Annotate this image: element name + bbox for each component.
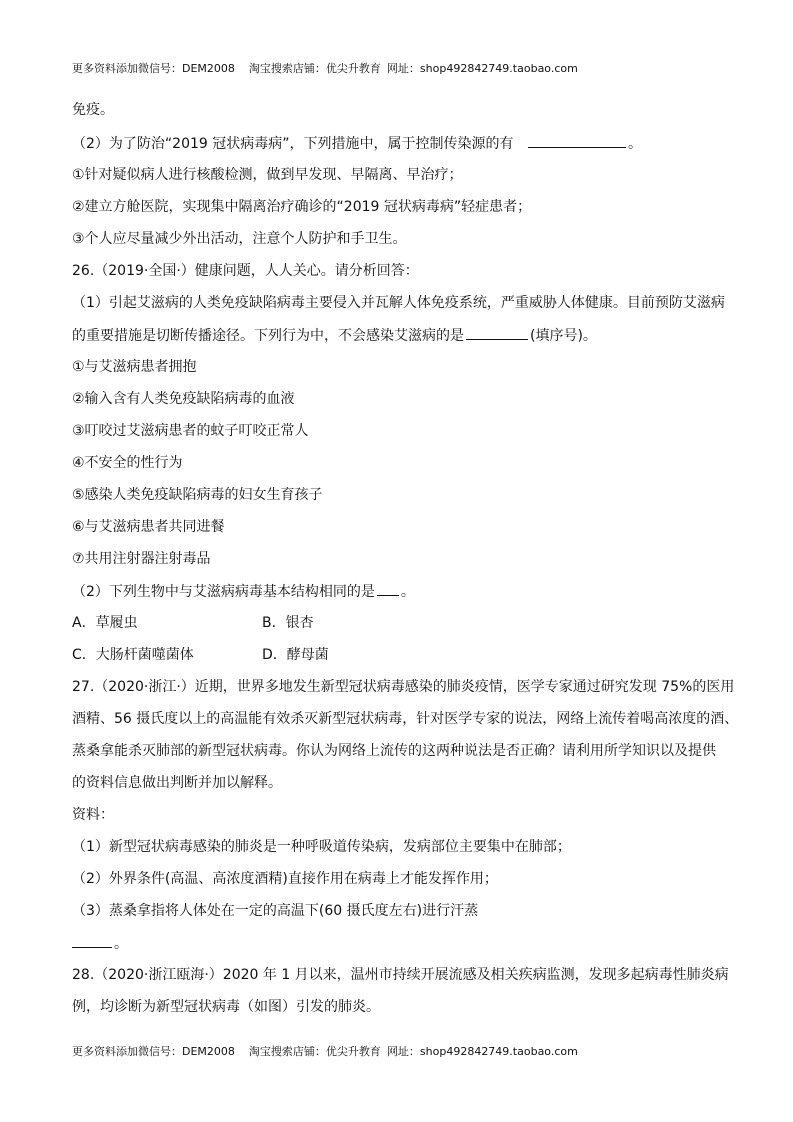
q25-item-1: ①针对疑似病人进行核酸检测，做到早发现、早隔离、早治疗； <box>72 167 463 183</box>
option-d[interactable]: D．酵母菌 <box>262 647 329 663</box>
answer-blank[interactable] <box>72 933 112 948</box>
q28-line-2: 例，均诊断为新型冠状病毒（如图）引发的肺炎。 <box>72 999 380 1015</box>
q27-answer <box>72 933 128 954</box>
footer-wechat: 更多资料添加微信号：DEM2008 <box>72 1045 235 1058</box>
q25-part2 <box>72 133 642 154</box>
q25-item-2: ②建立方舱医院，实现集中隔离治疗确诊的“2019 冠状病毒病”轻症患者； <box>72 199 532 215</box>
q27-material-label: 资料： <box>72 807 114 823</box>
page-footer <box>72 1043 578 1059</box>
q28-line-1: 28.（2020·浙江瓯海·）2020 年 1 月以来，温州市持续开展流感及相关疾病监测，发现多起病毒性肺炎病 <box>72 967 729 983</box>
option-c[interactable]: C．大肠杆菌噬菌体 <box>72 647 194 663</box>
q27-line-3: 蒸桑拿能杀灭肺部的新型冠状病毒。你认为网络上流传的这两种说法是否正确？请利用所学知识以及提供 <box>72 743 716 759</box>
option-a[interactable]: A．草履虫 <box>72 615 138 631</box>
q26-options-row2 <box>72 645 372 665</box>
q27-line-2: 酒精、56 摄氏度以上的高温能有效杀灭新型冠状病毒，针对医学专家的说法，网络上流传着喝高浓度的酒、 <box>72 711 739 727</box>
q27-line-4: 的资料信息做出判断并加以解释。 <box>72 775 282 791</box>
q26-item-1: ①与艾滋病患者拥抱 <box>72 359 197 375</box>
q26-part2 <box>72 581 415 602</box>
q26-part1-line1: （1）引起艾滋病的人类免疫缺陷病毒主要侵入并瓦解人体免疫系统，严重威胁人体健康。目前预防艾滋病 <box>72 295 725 311</box>
q27-material-2: （2）外界条件(高温、高浓度酒精)直接作用在病毒上才能发挥作用； <box>72 871 498 887</box>
q26-item-3: ③叮咬过艾滋病患者的蚊子叮咬正常人 <box>72 423 309 439</box>
header-url: 网址：shop492842749.taobao.com <box>386 62 578 75</box>
page-header <box>72 60 578 76</box>
q27-answer-end: 。 <box>114 936 128 952</box>
answer-blank[interactable] <box>528 133 626 148</box>
q26-part1-line2 <box>72 325 597 346</box>
q26-part2-text: （2）下列生物中与艾滋病病毒基本结构相同的是 <box>72 584 375 600</box>
q27-material-3: （3）蒸桑拿指将人体处在一定的高温下(60 摄氏度左右)进行汗蒸 <box>72 903 479 919</box>
answer-blank[interactable] <box>466 325 528 340</box>
q26-part2-end: 。 <box>400 584 415 600</box>
q26-item-4: ④不安全的性行为 <box>72 455 183 471</box>
q25-tail: 免疫。 <box>72 102 114 118</box>
q26-stem: 26.（2019·全国·）健康问题，人人关心。请分析回答： <box>72 263 419 279</box>
q27-material-1: （1）新型冠状病毒感染的肺炎是一种呼吸道传染病，发病部位主要集中在肺部； <box>72 839 571 855</box>
q26-part1-end: (填序号)。 <box>530 328 597 344</box>
q25-part2-end: 。 <box>627 136 642 152</box>
q26-part1-text: 的重要措施是切断传播途径。下列行为中，不会感染艾滋病的是 <box>72 328 464 344</box>
footer-url: 网址：shop492842749.taobao.com <box>386 1045 578 1058</box>
q26-item-2: ②输入含有人类免疫缺陷病毒的血液 <box>72 391 295 407</box>
q25-item-3: ③个人应尽量减少外出活动，注意个人防护和手卫生。 <box>72 231 407 247</box>
header-shop: 淘宝搜索店铺：优尖升教育 <box>248 62 381 75</box>
q26-item-5: ⑤感染人类免疫缺陷病毒的妇女生育孩子 <box>72 487 323 503</box>
option-b[interactable]: B．银杏 <box>262 615 314 631</box>
q26-item-6: ⑥与艾滋病患者共同进餐 <box>72 519 225 535</box>
footer-shop: 淘宝搜索店铺：优尖升教育 <box>248 1045 381 1058</box>
q26-item-7: ⑦共用注射器注射毒品 <box>72 551 211 567</box>
q25-part2-text: （2）为了防治“2019 冠状病毒病”，下列措施中，属于控制传染源的有 <box>72 136 514 152</box>
header-wechat: 更多资料添加微信号：DEM2008 <box>72 62 235 75</box>
q27-line-1: 27.（2020·浙江·）近期，世界多地发生新型冠状病毒感染的肺炎疫情，医学专家通过研究发现 75%的医用 <box>72 679 735 695</box>
q26-options-row1 <box>72 613 372 633</box>
answer-blank[interactable] <box>377 581 399 596</box>
